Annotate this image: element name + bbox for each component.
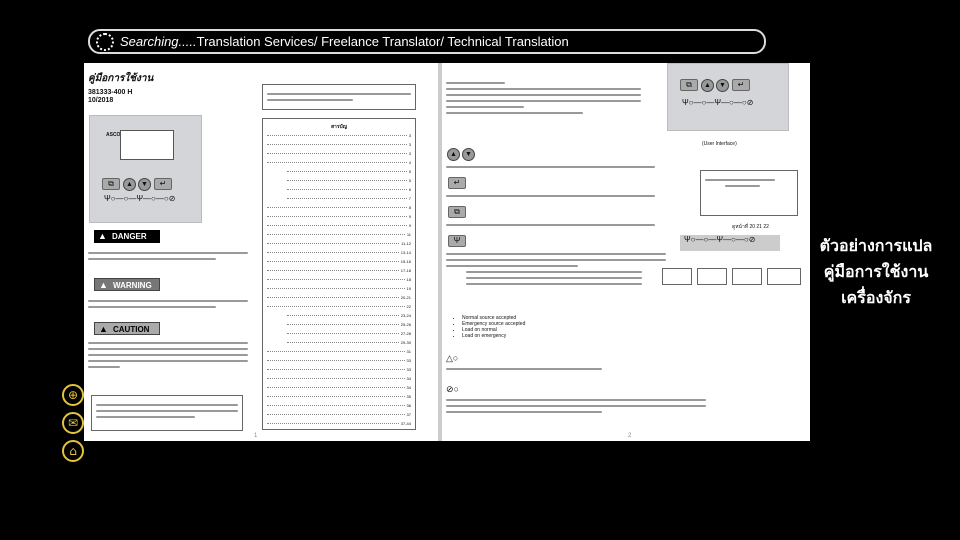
toc-row: 23-24 <box>267 311 411 320</box>
toc-row: 34 <box>267 383 411 392</box>
status-bullets: • Normal source accepted • Emergency source accepted • Load on normal • Load on emergency <box>462 315 525 339</box>
toc-row: 37 <box>267 410 411 419</box>
search-query: Translation Services/ Freelance Translator/ Technical Translation <box>196 34 569 49</box>
home-icon[interactable]: ⌂ <box>62 440 84 462</box>
toc-row: 9 <box>267 212 411 221</box>
toc-row: 20-21 <box>267 293 411 302</box>
toc-row: 19 <box>267 284 411 293</box>
toc-row: 7 <box>267 194 411 203</box>
page-reference: ดูหน้าที่ 20 21 22 <box>732 224 769 230</box>
toc-row: 35 <box>267 392 411 401</box>
toc-row: 22 <box>267 302 411 311</box>
toc-row: 33 <box>267 356 411 365</box>
toc-row: 11 <box>267 230 411 239</box>
toc-row: 27-28 <box>267 329 411 338</box>
ui-caption: (User Interface) <box>702 141 737 147</box>
caution-label: ▲ CAUTION <box>94 322 160 335</box>
page-number: 2 <box>628 433 632 439</box>
toc-row: 15-16 <box>267 257 411 266</box>
toc-row: 4 <box>267 158 411 167</box>
toc-row: 33 <box>267 365 411 374</box>
toc-row: 25-26 <box>267 320 411 329</box>
toc-row: 3 <box>267 140 411 149</box>
page-number: 1 <box>254 433 258 439</box>
toc-row: 6 <box>267 185 411 194</box>
toc-row: 18 <box>267 275 411 284</box>
search-status: Searching..... <box>120 34 197 49</box>
toc-row: 3 <box>267 149 411 158</box>
toc-row: 8 <box>267 203 411 212</box>
document-page-1 <box>84 63 438 441</box>
table-of-contents: สารบัญ 3 3 3 4 5 5 6 7 8 9 9 11 11-12 13-14 15-16 17-18 18 19 20-21 22 23-24 25-26 27-28 29-30 31 33 33 34 34 35 36 37 37-44 <box>262 118 416 430</box>
loading-spinner-icon <box>96 33 114 51</box>
toc-row: 5 <box>267 176 411 185</box>
toc-row: 17-18 <box>267 266 411 275</box>
toc-row: 13-14 <box>267 248 411 257</box>
toc-row: 11-12 <box>267 239 411 248</box>
warning-label: ▲ WARNING <box>94 278 160 291</box>
toc-row: 3 <box>267 131 411 140</box>
controller-panel-image: ASCO ⧉ ▲ ▼ ↵ Ψ○—○—Ψ—○—○⊘ <box>89 115 202 223</box>
document-viewer[interactable] <box>84 63 810 441</box>
toc-row: 5 <box>267 167 411 176</box>
user-interface-image: ⧉ ▲ ▼ ↵ Ψ○—○—Ψ—○—○⊘ <box>667 63 789 131</box>
search-bar[interactable] <box>88 29 766 54</box>
toc-row: 37-44 <box>267 419 411 428</box>
danger-label: ▲ DANGER <box>94 230 160 243</box>
side-caption: ตัวอย่างการแปล คู่มือการใช้งาน เครื่องจักร <box>819 236 933 307</box>
toc-row: 9 <box>267 221 411 230</box>
globe-icon[interactable]: ⊕ <box>62 384 84 406</box>
toc-row: 34 <box>267 374 411 383</box>
manual-title: คู่มือการใช้งาน <box>88 73 154 84</box>
toc-row: 29-30 <box>267 338 411 347</box>
document-page-2: ⧉ ▲ ▼ ↵ Ψ○—○—Ψ—○—○⊘ (User Interface) ▲ ▼ ↵ ⧉ Ψ • Normal source accepted • Emergency source accepted • Load on normal • Load on emergency △○ ⊘○ ดูหน้าที่ 20 21 22 Ψ○—○—Ψ—○—○⊘ 2 <box>442 63 810 441</box>
toc-row: 31 <box>267 347 411 356</box>
toc-row: 36 <box>267 401 411 410</box>
mail-icon[interactable]: ✉ <box>62 412 84 434</box>
manual-code: 381333-400 H 10/2018 <box>88 89 133 104</box>
